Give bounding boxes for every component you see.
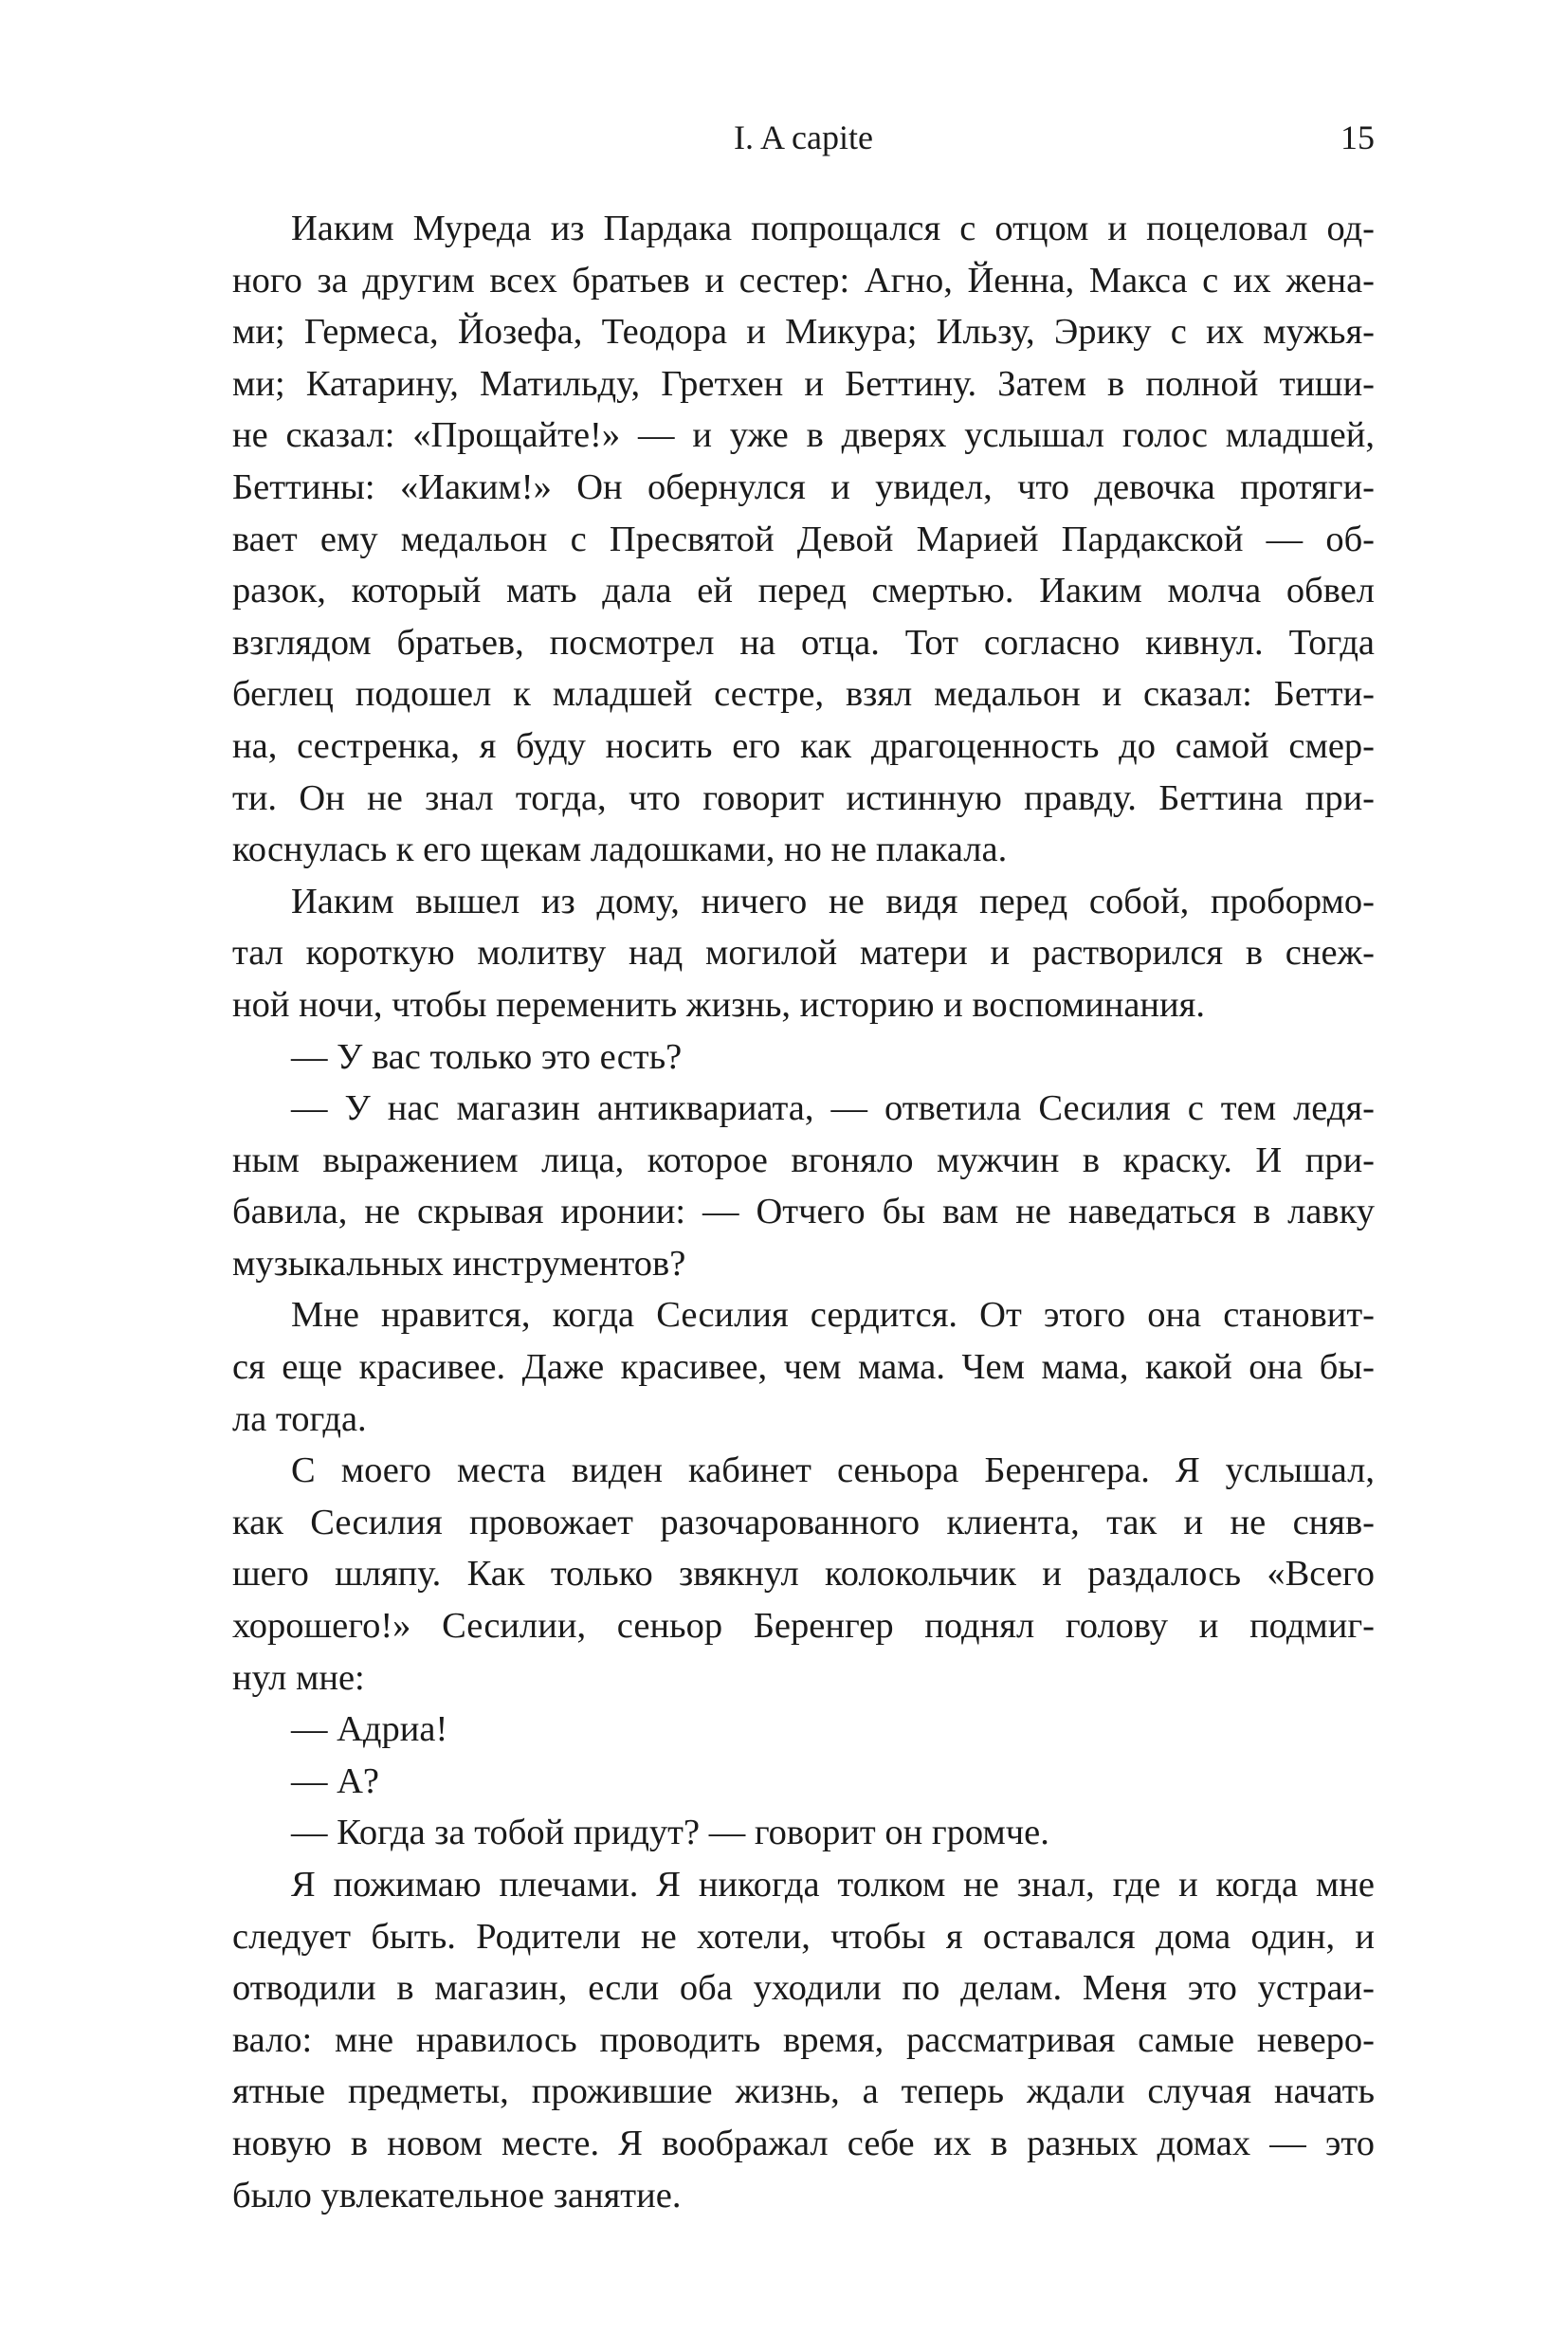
text-line: С моего места виден кабинет сеньора Беренгера. Я услышал, [291,1450,1375,1491]
text-line: ми; Катарину, Матильду, Гретхен и Беттину. Затем в полной тиши- [232,363,1375,404]
body-text [232,203,1375,2221]
text-line: бавила, не скрывая иронии: — Отчего бы вам не наведаться в лавку [232,1192,1375,1232]
text-line: ми; Гермеса, Йозефа, Теодора и Микура; Ильзу, Эрику с их мужья- [232,312,1375,353]
text-line: Иаким Муреда из Пардака попрощался с отцом и поцеловал од- [291,209,1375,248]
text-line: ным выражением лица, которое вгоняло мужчин в краску. И при- [232,1140,1375,1180]
text-line: нул мне: [232,1657,365,1698]
text-line: Мне нравится, когда Сесилия сердится. От этого она становит- [291,1295,1375,1336]
text-line: ся еще красивее. Даже красивее, чем мама. Чем мама, какой она бы- [232,1347,1375,1388]
book-page [232,0,1375,2352]
text-line: коснулась к его щекам ладошками, но не плакала. [232,830,1008,870]
text-line: шего шляпу. Как только звякнул колокольчик и раздалось «Всего [232,1554,1375,1595]
text-line: не сказал: «Прощайте!» — и уже в дверях услышал голос младшей, [232,415,1375,456]
text-line: тал короткую молитву над могилой матери и растворился в снеж- [232,933,1375,974]
text-line: вало: мне нравилось проводить время, рассматривая самые неверо- [232,2019,1375,2060]
text-line: следует быть. Родители не хотели, чтобы я оставался дома один, и [232,1916,1375,1957]
text-line: ной ночи, чтобы переменить жизнь, историю и воспоминания. [232,984,1205,1025]
running-title: I. A capite [734,119,873,156]
text-line: ятные предметы, прожившие жизнь, а теперь ждали случая начать [232,2071,1375,2112]
text-line: — У нас магазин антиквариата, — ответила Сесилия с тем ледя- [291,1088,1375,1129]
text-line: новую в новом месте. Я воображал себе их в разных домах — это [232,2123,1375,2163]
text-line: ного за другим всех братьев и сестер: Агно, Йенна, Макса с их жена- [232,260,1375,301]
text-line: отводили в магазин, если оба уходили по делам. Меня это устраи- [232,1968,1375,2009]
text-line: было увлекательное занятие. [232,2175,682,2215]
text-line: хорошего!» Сесилии, сеньор Беренгер поднял голову и подмиг- [232,1606,1375,1647]
text-line: — А? [291,1760,380,1801]
text-line: на, сестренка, я буду носить его как драгоценность до самой смер- [232,725,1375,766]
text-line: ла тогда. [232,1398,367,1439]
text-line: Я пожимаю плечами. Я никогда толком не знал, где и когда мне [291,1865,1375,1905]
text-line: Беттины: «Иаким!» Он обернулся и увидел, что девочка протяги- [232,466,1375,507]
text-line: разок, который мать дала ей перед смертью. Иаким молча обвел [232,571,1375,611]
text-line: — У вас только это есть? [291,1036,683,1077]
text-line: Иаким вышел из дому, ничего не видя перед собой, пробормо- [291,881,1375,921]
text-line: — Адриа! [291,1709,448,1750]
text-line: музыкальных инструментов? [232,1243,686,1284]
text-line: беглец подошел к младшей сестре, взял медальон и сказал: Бетти- [232,674,1375,715]
running-head [232,114,1375,161]
text-line: как Сесилия провожает разочарованного клиента, так и не сняв- [232,1502,1375,1542]
text-line: — Когда за тобой придут? — говорит он громче. [291,1813,1049,1853]
text-line: взглядом братьев, посмотрел на отца. Тот согласно кивнул. Тогда [232,622,1375,663]
text-line: вает ему медальон с Пресвятой Девой Марией Пардакской — об- [232,519,1375,559]
text-line: ти. Он не знал тогда, что говорит истинную правду. Беттина при- [232,777,1375,818]
page-number: 15 [1340,119,1375,156]
